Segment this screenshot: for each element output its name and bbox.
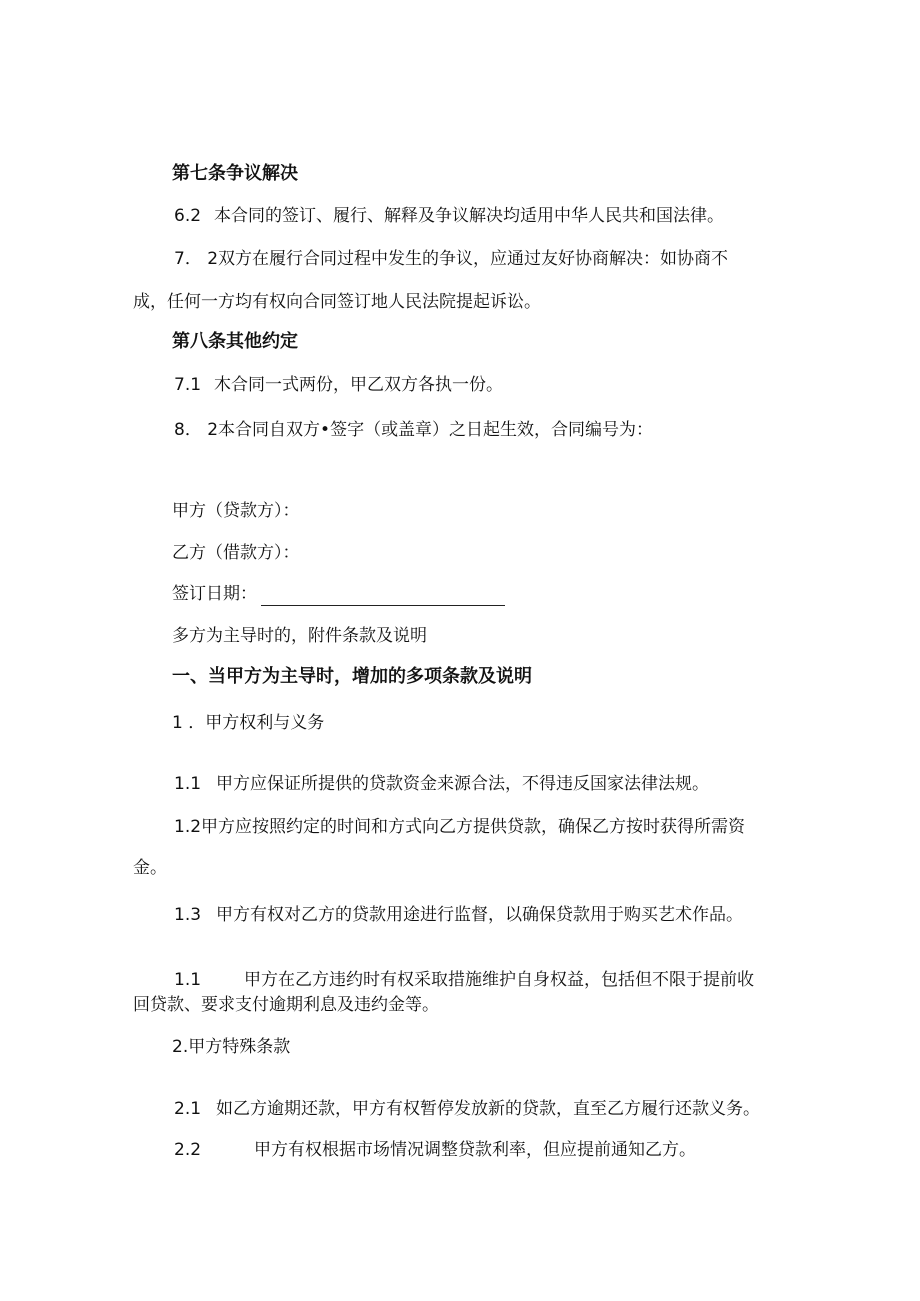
item-2-2-number: 2.2	[174, 1140, 202, 1160]
item-1-1	[174, 772, 709, 796]
signing-date-label: 签订日期：	[172, 584, 257, 604]
article7-heading: 第七条争议解决	[172, 163, 298, 184]
article8-heading: 第八条其他约定	[172, 331, 298, 352]
item-1-2-line2: 金。	[133, 858, 167, 878]
item-1-1b-number: 1.1	[174, 970, 202, 990]
item-1-3-number: 1.3	[174, 905, 202, 925]
party-b-label: 乙方（借款方）：	[172, 543, 300, 563]
item-1-2-line1: 1.2甲方应按照约定的时间和方式向乙方提供贷款，确保乙方按时获得所需资	[174, 817, 746, 837]
appendix-section1-heading: 一、当甲方为主导时，增加的多项条款及说明	[172, 666, 532, 687]
item-1-1b-line1	[174, 968, 754, 992]
appendix-intro: 多方为主导时的，附件条款及说明	[172, 626, 427, 646]
signing-date	[172, 582, 505, 606]
item-2-2	[174, 1138, 696, 1162]
item-1-1b-line2: 回贷款、要求支付逾期利息及违约金等。	[133, 995, 439, 1015]
party-a-label: 甲方（贷款方）：	[172, 501, 300, 521]
signing-date-blank	[261, 587, 505, 606]
clause-7-1-text: 木合同一式两份，甲乙双方各执一份。	[214, 375, 503, 395]
item-2-1	[174, 1097, 760, 1121]
clause-7-2-line1: 7． 2双方在履行合同过程中发生的争议，应通过友好协商解决：如协商不	[174, 249, 729, 269]
clause-6-2-number: 6.2	[174, 206, 202, 226]
item-1-3	[174, 903, 743, 927]
clause-7-1-number: 7.1	[174, 375, 202, 395]
item-2-2-text: 甲方有权根据市场情况调整贷款利率，但应提前通知乙方。	[254, 1140, 696, 1160]
clause-7-1	[174, 373, 503, 397]
appendix-sub1-heading: 1 ．甲方权利与义务	[172, 713, 325, 733]
clause-8-2: 8． 2本合同自双方•签字（或盖章）之日起生效，合同编号为：	[174, 420, 654, 440]
item-1-1b-text: 甲方在乙方违约时有权采取措施维护自身权益，包括但不限于提前收	[244, 970, 754, 990]
appendix-sub2-heading: 2.甲方特殊条款	[172, 1037, 291, 1057]
clause-6-2	[174, 204, 724, 228]
item-2-1-number: 2.1	[174, 1099, 202, 1119]
item-2-1-text: 如乙方逾期还款，甲方有权暂停发放新的贷款，直至乙方履行还款义务。	[216, 1099, 760, 1119]
item-1-3-text: 甲方有权对乙方的贷款用途进行监督，以确保贷款用于购买艺术作品。	[216, 905, 743, 925]
item-1-1-number: 1.1	[174, 774, 202, 794]
clause-6-2-text: 本合同的签订、履行、解释及争议解决均适用中华人民共和国法律。	[214, 206, 724, 226]
clause-7-2-line2: 成，任何一方均有权向合同签订地人民法院提起诉讼。	[133, 292, 541, 312]
item-1-1-text: 甲方应保证所提供的贷款资金来源合法，不得违反国家法律法规。	[216, 774, 709, 794]
